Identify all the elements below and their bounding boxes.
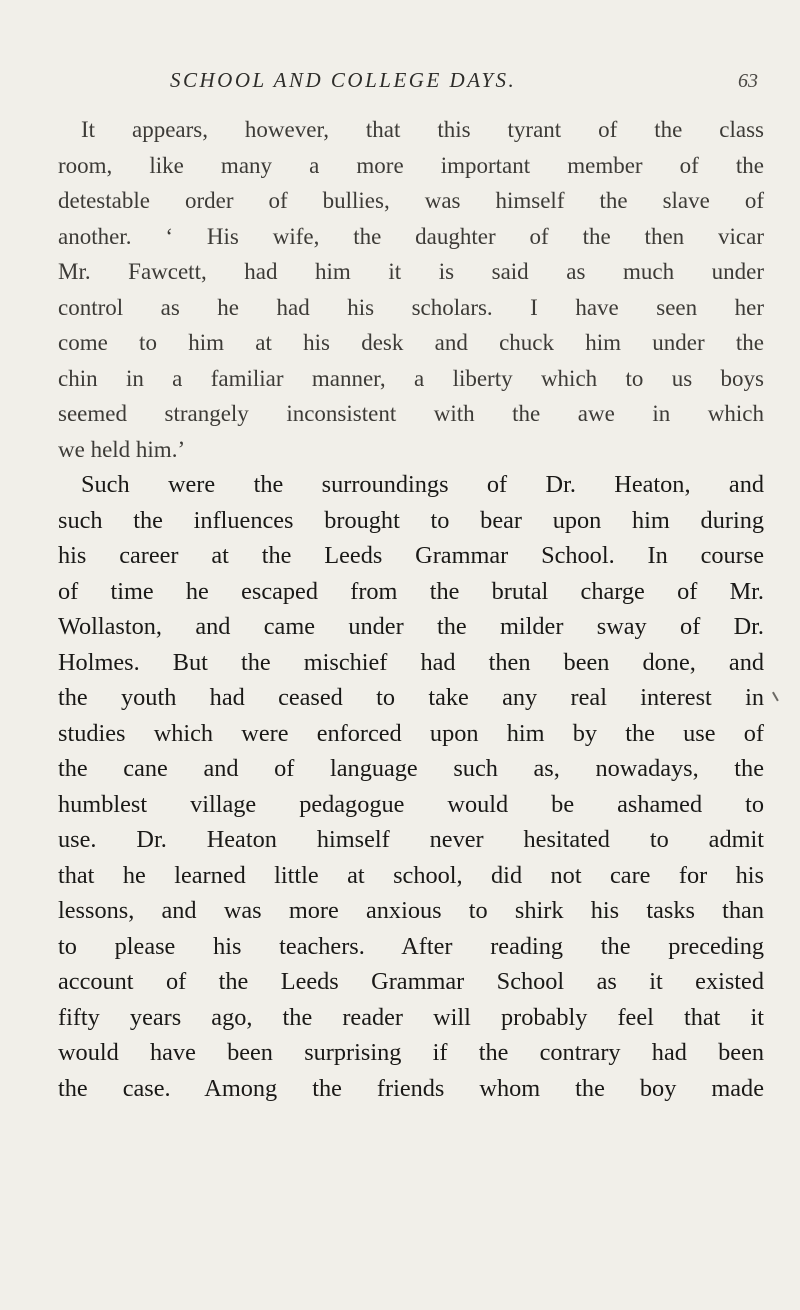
text-line: humblest village pedagogue would be ashamed to xyxy=(58,790,764,818)
text-line: to please his teachers. After reading the preceding xyxy=(58,932,764,960)
text-line: would have been surprising if the contrary had been xyxy=(58,1039,764,1066)
running-head xyxy=(58,68,758,102)
text-line: use. Dr. Heaton himself never hesitated to admit xyxy=(58,826,764,853)
running-title: SCHOOL AND COLLEGE DAYS. xyxy=(170,68,517,92)
text-line: Holmes. But the mischief had then been done, and xyxy=(58,648,764,676)
text-line: the cane and of language such as, nowadays, the xyxy=(58,755,764,782)
text-line: fifty years ago, the reader will probably feel that it xyxy=(58,1003,764,1031)
text-line: lessons, and was more anxious to shirk his tasks than xyxy=(58,897,764,924)
text-line: control as he had his scholars. I have seen her xyxy=(58,294,764,320)
text-line: seemed strangely inconsistent with the awe in which xyxy=(58,401,764,426)
text-line: such the influences brought to bear upon him during xyxy=(58,506,764,534)
page-number: 63 xyxy=(738,70,758,92)
text-line: Wollaston, and came under the milder sway of Dr. xyxy=(58,613,764,640)
text-line: his career at the Leeds Grammar School. In course xyxy=(58,542,764,569)
text-line: another. ‘ His wife, the daughter of the then vicar xyxy=(58,223,764,249)
text-line: that he learned little at school, did not care for his xyxy=(58,861,764,889)
text-line: we held him.’ xyxy=(58,436,186,462)
text-line: the case. Among the friends whom the boy made xyxy=(58,1074,764,1102)
text-line: chin in a familiar manner, a liberty which to us boys xyxy=(58,365,764,391)
stray-mark xyxy=(772,689,784,702)
text-line: Mr. Fawcett, had him it is said as much under xyxy=(58,259,764,284)
text-line: Such were the surroundings of Dr. Heaton, and xyxy=(81,471,764,498)
text-line: room, like many a more important member of the xyxy=(58,152,764,178)
text-line: account of the Leeds Grammar School as it existed xyxy=(58,968,764,995)
text-line: the youth had ceased to take any real interest in xyxy=(58,684,764,711)
text-line: come to him at his desk and chuck him under the xyxy=(58,330,764,355)
text-line: It appears, however, that this tyrant of the class xyxy=(81,117,764,142)
text-line: detestable order of bullies, was himself the slave of xyxy=(58,188,764,213)
text-line: studies which were enforced upon him by the use of xyxy=(58,719,764,747)
body-text xyxy=(58,112,764,1106)
text-line: of time he escaped from the brutal charge of Mr. xyxy=(58,577,764,605)
